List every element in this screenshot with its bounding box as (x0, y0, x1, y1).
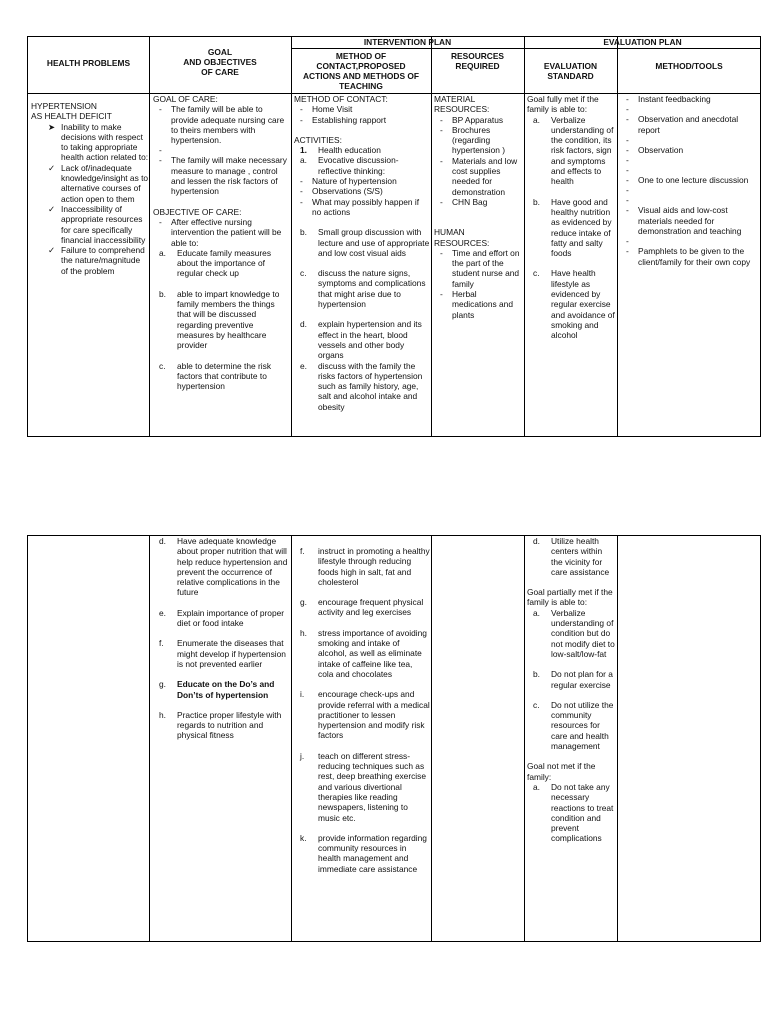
header-resources: RESOURCES REQUIRED (450, 51, 505, 71)
objective-intro: - After effective nursing intervention the patient will be able to: (153, 217, 289, 248)
tool-item: - Instant feedbacking (620, 94, 758, 104)
tool-item: - Pamphlets to be given to the client/family for their own copy (620, 246, 758, 267)
activity-item: h. stress importance of avoiding smoking and intake of alcohol, as well as eliminate intake of caffeine like tea, cola and chocolates (300, 627, 427, 679)
evaluation-item: a. Verbalize understanding of the condition, its risk factors, sign and symptoms and effects to health (533, 114, 614, 187)
resource-item: - BP Apparatus (434, 115, 522, 125)
activity-item: a. Evocative discussion- reflective thinking: (300, 155, 399, 176)
objective-item: a. Educate family measures about the importance of regular check up (159, 247, 272, 279)
tools-cell (620, 94, 758, 267)
care-plan-table-part-2 (27, 535, 761, 942)
activity-item: k. provide information regarding community resources in health management and immediate care assistance (300, 832, 427, 874)
contact-item: - Establishing rapport (294, 115, 430, 125)
activities-heading: ACTIVITIES: (294, 134, 342, 145)
evaluation-cell (527, 94, 615, 341)
health-problems-cell (31, 101, 149, 276)
header-eval-standard: EVALUATION STANDARD (543, 61, 598, 81)
header-intervention-plan: INTERVENTION PLAN (363, 37, 452, 47)
activity-subitem: - What may possibly happen if no actions (294, 197, 430, 218)
evaluation-item: d. Utilize health centers within the vicinity for care assistance (533, 536, 610, 577)
activity-item: b. Small group discussion with lecture and use of appropriate and low cost visual aids (300, 227, 430, 258)
activity-item: c. discuss the nature signs, symptoms and complications that might arise due to hypertension (300, 268, 426, 310)
activity-subitem: - Observations (S/S) (294, 186, 430, 196)
tool-item: - Visual aids and low-cost materials needed for demonstration and teaching (620, 205, 758, 236)
problem-item: ➤ Inability to make decisions with respect to taking appropriate health action related to: (48, 121, 149, 163)
method-cell-continued (294, 546, 430, 874)
material-heading: MATERIAL RESOURCES: (434, 94, 490, 115)
goal-item: - The family will make necessary measure to manage , control and lessen the risk factors of hypertension (153, 155, 289, 196)
problem-item: ✓ Failure to comprehend the nature/magnitude of the problem (48, 245, 145, 276)
tool-item: - Observation and anecdotal report (620, 114, 758, 135)
objective-item: g. Educate on the Do’s and Don’ts of hypertension (159, 679, 275, 700)
not-met-intro: Goal not met if the family: (527, 761, 596, 782)
evaluation-item: b. Have good and healthy nutrition as evidenced by reduce intake of fatty and salty foods (533, 196, 612, 259)
objective-item: b. able to impart knowledge to family members the things that will be discussed regarding preventive measures by healthcare provider (159, 288, 280, 351)
activity-item: i. encourage check-ups and provide referral with a medical practitioner to lessen hypertension and modify risk factors (300, 689, 430, 741)
header-method: METHOD OF CONTACT,PROPOSED ACTIONS AND METHODS OF TEACHING (302, 51, 419, 91)
activity-subitem: - Nature of hypertension (294, 176, 430, 186)
evaluation-item: c. Do not utilize the community resources for care and health management (533, 699, 614, 752)
check-bullet-icon: ✓ (48, 245, 56, 256)
objective-item: e. Explain importance of proper diet or food intake (159, 607, 285, 629)
problem-item: ✓ Lack of/inadequate knowledge/insight as to alternative courses of action open to them (48, 162, 149, 204)
header-method-tools: METHOD/TOOLS (655, 61, 723, 71)
problem-subtitle: AS HEALTH DEFICIT (31, 111, 112, 122)
evaluation-item: b. Do not plan for a regular exercise (533, 669, 613, 690)
resource-item: - Materials and low cost supplies needed for demonstration (434, 156, 522, 197)
tool-item: - One to one lecture discussion (620, 175, 758, 185)
evaluation-item: a. Verbalize understanding of condition but do not modify diet to low-salt/low-fat (533, 607, 615, 659)
tool-item: - Observation (620, 145, 758, 155)
activity-item: d. explain hypertension and its effect in the heart, blood vessels and other body organs (300, 319, 422, 361)
header-goal: GOAL AND OBJECTIVES OF CARE (183, 47, 257, 77)
goal-heading: GOAL OF CARE: (153, 94, 218, 104)
contact-item: - Home Visit (294, 104, 430, 114)
resources-cell (434, 94, 522, 320)
method-cell (294, 94, 430, 412)
activity-item: j. teach on different stress-reducing techniques such as rest, deep breathing exercise and various divertional therapies like reading newspapers, listening to music etc. (300, 750, 427, 823)
evaluation-cell-continued (527, 536, 615, 844)
partially-met-intro: Goal partially met if the family is able to: (527, 587, 613, 608)
resource-item: - Herbal medications and plants (434, 289, 522, 320)
resource-item: - Time and effort on the part of the student nurse and family (434, 248, 522, 289)
contact-heading: METHOD OF CONTACT: (294, 94, 388, 104)
activity-item: e. discuss with the family the risks factors of hypertension such as family history, age, salt and alcohol intake and obesity (300, 360, 423, 412)
activity-item: f. instruct in promoting a healthy lifestyle through reducing foods high in salt, fat and cholesterol (300, 546, 430, 587)
goal-item: - The family will be able to provide adequate nursing care to theirs members with hypertension. (153, 104, 289, 145)
goal-cell (153, 94, 289, 391)
objective-item: f. Enumerate the diseases that might develop if hypertension is not prevented earlier (159, 638, 286, 669)
objective-item: c. able to determine the risk factors that contribute to hypertension (159, 360, 272, 392)
objective-heading: OBJECTIVE OF CARE: (153, 206, 242, 217)
check-bullet-icon: ✓ (48, 162, 56, 173)
header-evaluation-plan: EVALUATION PLAN (603, 37, 682, 47)
fully-met-intro: Goal fully met if the family is able to: (527, 94, 599, 115)
evaluation-item: c. Have health lifestyle as evidenced by regular exercise and avoidance of smoking and alcohol (533, 268, 615, 341)
evaluation-item: a. Do not take any necessary reactions to treat condition and prevent complications (533, 781, 614, 844)
resource-item: - CHN Bag (434, 197, 522, 207)
arrow-bullet-icon: ➤ (48, 121, 56, 132)
activity-item: 1. Health education (300, 145, 381, 156)
problem-item: ✓ Inaccessibility of appropriate resources for care specifically financial inaccessibility (48, 203, 146, 245)
goal-cell-continued (153, 536, 289, 741)
care-plan-table-part-1 (27, 36, 761, 437)
check-bullet-icon: ✓ (48, 203, 56, 214)
human-heading: HUMAN RESOURCES: (434, 227, 490, 248)
header-health-problems: HEALTH PROBLEMS (46, 58, 131, 68)
objective-item: d. Have adequate knowledge about proper nutrition that will help reduce hypertension and prevent the occurrence of relative complications in the future (159, 536, 288, 598)
resource-item: - Brochures (regarding hypertension ) (434, 125, 522, 156)
problem-title: HYPERTENSION (31, 101, 97, 111)
objective-item: h. Practice proper lifestyle with regards to nutrition and physical fitness (159, 709, 282, 741)
activity-item: g. encourage frequent physical activity and leg exercises (300, 597, 424, 618)
